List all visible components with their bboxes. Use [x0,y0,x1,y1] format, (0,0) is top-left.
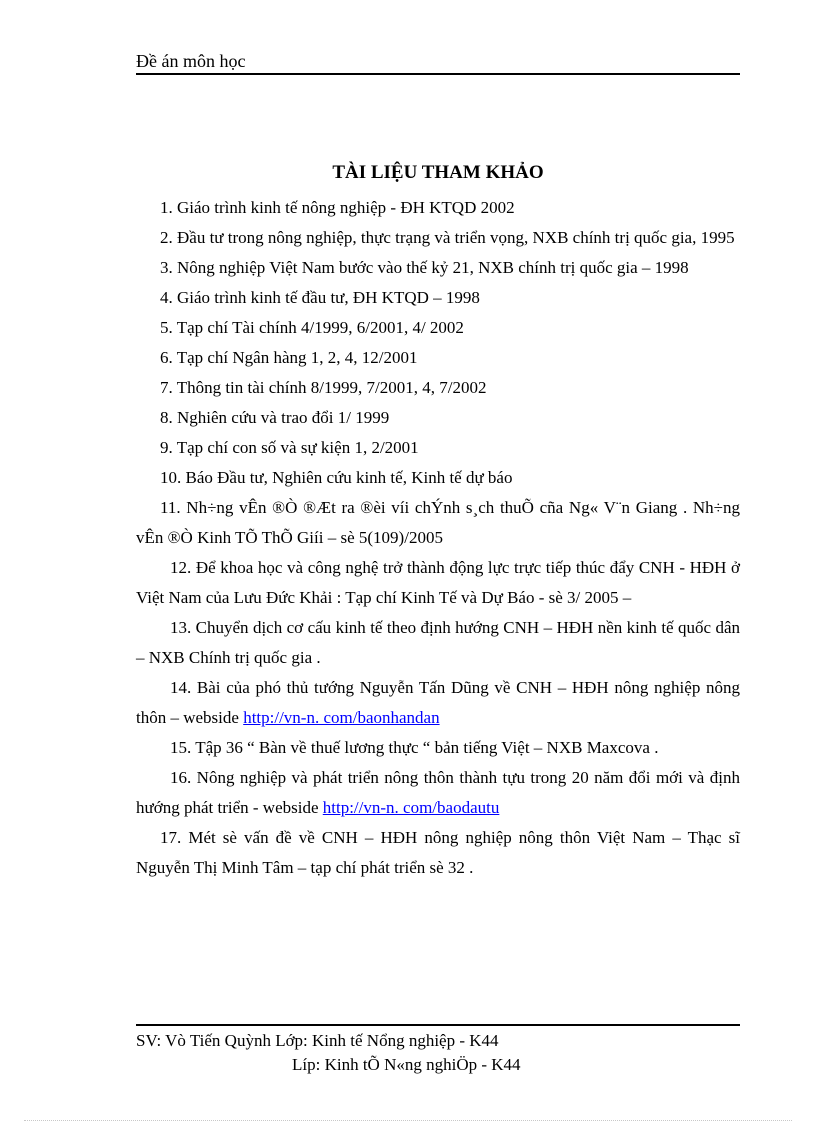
reference-item-7: 7. Thông tin tài chính 8/1999, 7/2001, 4, 7/2002 [160,378,487,397]
footer-class-line: Líp: Kinh tÕ N«ng nghiÖp - K44 [292,1055,521,1074]
reference-item-6: 6. Tạp chí Ngân hàng 1, 2, 4, 12/2001 [160,348,418,367]
footer-rule [136,1024,740,1026]
document-title: TÀI LIỆU THAM KHẢO [332,162,544,183]
reference-item-9: 9. Tạp chí con số và sự kiện 1, 2/2001 [160,438,419,457]
reference-item-5: 5. Tạp chí Tài chính 4/1999, 6/2001, 4/ 2002 [160,318,464,337]
reference-link-baodautu[interactable]: http://vn-n. com/baodautu [322,798,500,817]
reference-item-15: 15. Tập 36 “ Bàn về thuế lương thực “ bản tiếng Việt – NXB Maxcova . [170,738,659,757]
reference-item-4: 4. Giáo trình kinh tế đầu tư, ĐH KTQD – 1998 [160,288,480,307]
reference-item-10: 10. Báo Đầu tư, Nghiên cứu kinh tế, Kinh tế dự báo [160,468,513,487]
page-header: Đề án môn học [136,51,246,71]
reference-item-12: 12. Để khoa học và công nghệ trở thành động lực trực tiếp thúc đẩy CNH - HĐH ở Việt Nam của Lưu Đức Khải : Tạp chí Kinh Tế và Dự Báo - sè 3/ 2005 – [136,558,740,607]
reference-text-14: 14. Bài của phó thủ tướng Nguyễn Tấn Dũng về CNH – HĐH nông nghiệp nông thôn – webside [136,678,740,727]
reference-item-14 [136,673,740,733]
reference-item-8: 8. Nghiên cứu và trao đổi 1/ 1999 [160,408,390,427]
reference-item-3: 3. Nông nghiệp Việt Nam bước vào thế kỷ 21, NXB chính trị quốc gia – 1998 [160,258,689,277]
reference-item-11: 11. Nh÷ng vÊn ®Ò ®Æt ra ®èi víi chÝnh s¸ch thuÕ cña Ng« V¨n Giang . Nh÷ng vÊn ®Ò Kinh TÕ ThÕ Giíi – sè 5(109)/2005 [136,498,740,547]
reference-text-16: 16. Nông nghiệp và phát triển nông thôn thành tựu trong 20 năm đổi mới và định hướng phát triển - webside [136,768,740,817]
reference-item-17: 17. Mét sè vấn đề về CNH – HĐH nông nghiệp nông thôn Việt Nam – Thạc sĩ Nguyễn Thị Minh Tâm – tạp chí phát triển sè 32 . [136,828,740,877]
footer-student-line: SV: Vò Tiến Quỳnh Lớp: Kinh tế Nổng nghiệp - K44 [136,1031,499,1050]
page-bottom-divider [24,1120,792,1121]
reference-list [136,193,740,883]
reference-item-1: 1. Giáo trình kinh tế nông nghiệp - ĐH KTQD 2002 [160,198,515,217]
reference-item-2: 2. Đầu tư trong nông nghiệp, thực trạng và triển vọng, NXB chính trị quốc gia, 1995 [160,228,735,247]
reference-link-baonhandan[interactable]: http://vn-n. com/baonhandan [243,708,440,727]
reference-item-16 [136,763,740,823]
header-rule [136,73,740,75]
reference-item-13: 13. Chuyển dịch cơ cấu kinh tế theo định hướng CNH – HĐH nền kinh tế quốc dân – NXB Chính trị quốc gia . [136,618,740,667]
